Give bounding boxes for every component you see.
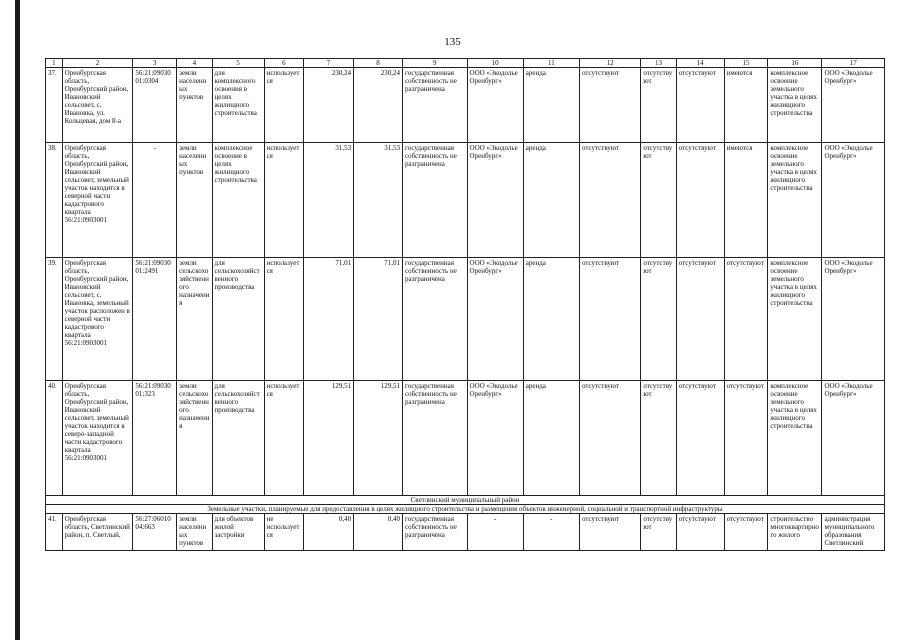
table-row	[46, 143, 885, 258]
table-cell: ООО «Экодолье Оренбург»	[467, 381, 523, 496]
table-cell: отсутствуют	[641, 68, 676, 143]
table-cell: комплексное освоение в целях жилищного строительства	[212, 143, 264, 258]
table-cell: ООО «Экодолье Оренбург»	[822, 258, 885, 381]
column-number-cell: 17	[822, 59, 885, 68]
table-cell: Оренбургская область, Оренбургский район, Ивановский сельсовет, с. Ивановка, ул. Кольцевая, дом 8-а	[62, 68, 133, 143]
table-cell: 31,53	[354, 143, 403, 258]
page-number: 135	[444, 36, 461, 48]
table-cell: 129,51	[304, 381, 354, 496]
table-cell: используется	[264, 143, 304, 258]
table-cell: для сельскохозяйственного производства	[212, 258, 264, 381]
column-number-cell: 12	[579, 59, 640, 68]
table-cell: аренда	[523, 68, 579, 143]
table-cell: государственная собственность не разграничена	[403, 68, 468, 143]
table-cell: для объектов жилой застройки	[212, 514, 264, 551]
table-cell: имеются	[724, 68, 768, 143]
table-cell: 41.	[46, 514, 63, 551]
column-number-cell: 2	[62, 59, 133, 68]
table-cell: отсутствуют	[676, 381, 724, 496]
table-cell: 0,40	[304, 514, 354, 551]
table-body-top	[46, 59, 885, 496]
table-cell: администрация муниципального образования Светлинский	[822, 514, 885, 551]
column-number-cell: 16	[768, 59, 822, 68]
table-cell: земли сельскохозяйственного назначения	[177, 381, 212, 496]
table-cell: ООО «Экодолье Оренбург»	[467, 68, 523, 143]
table-cell: 38.	[46, 143, 63, 258]
table-cell: ООО «Экодолье Оренбург»	[467, 258, 523, 381]
table-cell: государственная собственность не разграничена	[403, 143, 468, 258]
table-cell: отсутствуют	[641, 514, 676, 551]
table-cell: комплексное освоение земельного участка в целях жилищного строительства	[768, 143, 822, 258]
table-cell: ООО «Экодолье Оренбург»	[822, 68, 885, 143]
table-cell: земли населенных пунктов	[177, 143, 212, 258]
table-cell: комплексное освоение земельного участка в целях жилищного строительства	[768, 258, 822, 381]
table-body-bottom	[46, 514, 885, 551]
table-cell: отсутствуют	[724, 381, 768, 496]
column-number-cell: 1	[46, 59, 63, 68]
table-cell: имеются	[724, 143, 768, 258]
table-cell: 31,53	[304, 143, 354, 258]
table-cell: ООО «Экодолье Оренбург»	[467, 143, 523, 258]
table-cell: отсутствуют	[676, 258, 724, 381]
subsection-row	[46, 505, 885, 514]
table-row	[46, 381, 885, 496]
table-cell: отсутствуют	[579, 258, 640, 381]
table-cell: 56:27:0601004:663	[133, 514, 177, 551]
table-cell: отсутствуют	[724, 258, 768, 381]
table-cell: земли населенных пунктов	[177, 514, 212, 551]
table-cell: отсутствуют	[579, 381, 640, 496]
section-row	[46, 496, 885, 505]
table-cell: отсутствуют	[676, 143, 724, 258]
column-number-cell: 3	[133, 59, 177, 68]
table-cell: -	[467, 514, 523, 551]
column-number-cell: 4	[177, 59, 212, 68]
table-cell: 56:21:0903001:0304	[133, 68, 177, 143]
subsection-title: Земельные участки, планируемые для предоставления в целях жилищного строительства и размещения объектов инженерной, социальной и транспортной инфраструктуры	[46, 505, 885, 514]
column-number-cell: 14	[676, 59, 724, 68]
table-cell: отсутствуют	[676, 514, 724, 551]
table-cell: 37.	[46, 68, 63, 143]
table-cell: Оренбургская область, Оренбургский район, Ивановский сельсовет, земельный участок находится в северной части кадастрового квартала 56:21:0903001	[62, 143, 133, 258]
column-number-cell: 8	[354, 59, 403, 68]
table-cell: для комплексного освоения в целях жилищного строительства	[212, 68, 264, 143]
table-cell: Оренбургская область, Оренбургский район, Ивановский сельсовет, земельный участок находится в северо-западной части кадастрового квартала 56:21:0903001	[62, 381, 133, 496]
land-parcels-table	[45, 58, 885, 551]
table-cell: комплексное освоение земельного участка в целях жилищного строительства	[768, 68, 822, 143]
column-number-cell: 11	[523, 59, 579, 68]
table-cell: государственная собственность не разграничена	[403, 514, 468, 551]
table-cell: -	[523, 514, 579, 551]
table-cell: 40.	[46, 381, 63, 496]
table-cell: 230,24	[354, 68, 403, 143]
table-cell: используется	[264, 258, 304, 381]
table-cell: ООО «Экодолье Оренбург»	[822, 381, 885, 496]
table-cell: комплексное освоение земельного участка в целях жилищного строительства	[768, 381, 822, 496]
table-cell: аренда	[523, 381, 579, 496]
table-cell: 39.	[46, 258, 63, 381]
table-body-section	[46, 496, 885, 514]
table-cell: отсутствуют	[641, 258, 676, 381]
table-cell: Оренбургская область, Светлинский район, п. Светлый,	[62, 514, 133, 551]
column-number-cell: 13	[641, 59, 676, 68]
table-cell: аренда	[523, 143, 579, 258]
column-number-cell: 10	[467, 59, 523, 68]
table-cell: -	[133, 143, 177, 258]
section-title: Светлинский муниципальный район	[46, 496, 885, 505]
table-cell: ООО «Экодолье Оренбург»	[822, 143, 885, 258]
table-cell: отсутствуют	[641, 143, 676, 258]
table-row	[46, 514, 885, 551]
table-cell: 56:21:0903001:2491	[133, 258, 177, 381]
column-number-cell: 6	[264, 59, 304, 68]
column-number-cell: 7	[304, 59, 354, 68]
table-cell: 71,01	[304, 258, 354, 381]
table-cell: отсутствуют	[579, 143, 640, 258]
table-cell: отсутствуют	[724, 514, 768, 551]
table-cell: 129,51	[354, 381, 403, 496]
table-cell: государственная собственность не разграничена	[403, 381, 468, 496]
column-number-row	[46, 59, 885, 68]
table-cell: государственная собственность не разграничена	[403, 258, 468, 381]
table-cell: отсутствуют	[579, 68, 640, 143]
table-cell: для сельскохозяйственного производства	[212, 381, 264, 496]
table-cell: используется	[264, 68, 304, 143]
table-cell: строительство многоквартирного жилого	[768, 514, 822, 551]
table-cell: земли сельскохозяйственного назначения	[177, 258, 212, 381]
table-cell: отсутствуют	[676, 68, 724, 143]
table-cell: 230,24	[304, 68, 354, 143]
column-number-cell: 5	[212, 59, 264, 68]
table-cell: 71,01	[354, 258, 403, 381]
table-cell: используется	[264, 381, 304, 496]
table-row	[46, 68, 885, 143]
table-cell: отсутствуют	[641, 381, 676, 496]
table-row	[46, 258, 885, 381]
column-number-cell: 9	[403, 59, 468, 68]
table-cell: аренда	[523, 258, 579, 381]
column-number-cell: 15	[724, 59, 768, 68]
table-cell: не используется	[264, 514, 304, 551]
table-cell: отсутствуют	[579, 514, 640, 551]
table-cell: земли населенных пунктов	[177, 68, 212, 143]
table-cell: 0,40	[354, 514, 403, 551]
binding-edge	[15, 0, 20, 640]
table-cell: 56:21:0903001:323	[133, 381, 177, 496]
table-cell: Оренбургская область, Оренбургский район, Ивановский сельсовет, с. Ивановка, земельный участок расположен в северной части кадастрового квартала 56:21:0903001	[62, 258, 133, 381]
